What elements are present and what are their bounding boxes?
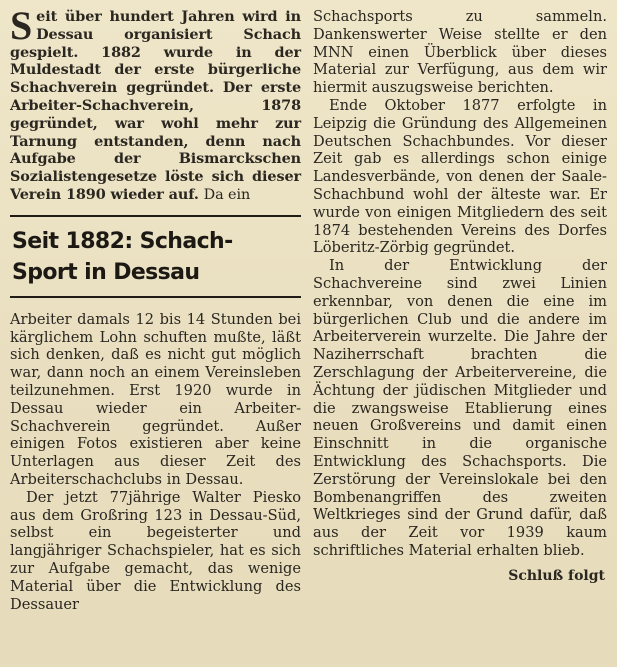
headline-rule-top: [10, 215, 301, 217]
headline-line-2: Sport in Dessau: [12, 259, 200, 285]
body-paragraph: Ende Oktober 1877 erfolgte in Leipzig die Gründung des Allgemeinen Deutschen Schachbundes. Vor dieser Zeit gab es allerdings schon einige Landesverbände, von denen der Saale-Schachbund wohl der älteste war. Er wurde von einigen Mitgliedern des seit 1874 bestehenden Vereins des Dorfes Löberitz-Zörbig gegründet.: [313, 96, 607, 257]
body-paragraph: Der jetzt 77jährige Walter Piesko aus dem Großring 123 in Dessau-Süd, selbst ein begeisterter und langjähriger Schachspieler, hat es sich zur Aufgabe gemacht, das wenige Material über die Entwicklung des Dessauer: [10, 488, 301, 613]
intro-continuation: Da ein: [203, 186, 251, 203]
body-paragraph: Schachsports zu sammeln. Dankenswerter Weise stellte er den MNN einen Überblick über dieses Material zur Verfügung, aus dem wir hiermit auszugsweise berichten.: [313, 8, 607, 97]
body-paragraph: Arbeiter damals 12 bis 14 Stunden bei kärglichem Lohn schuften mußte, läßt sich denken, daß es nicht gut möglich war, dann noch an einem Vereinsleben teilzunehmen. Erst 1920 wurde in Dessau wieder ein Arbeiter-Schachverein gegründet. Außer einigen Fotos existieren aber keine Unterlagen aus dieser Zeit des Arbeiterschachclubs in Dessau.: [10, 310, 301, 488]
intro-text: eit über hundert Jahren wird in Dessau organisiert Schach gespielt. 1882 wurde in der Muldestadt der erste bürgerliche Schachverein gegründet. Der erste Arbeiter-Schachverein, 1878 gegründet, war wohl mehr zur Tarnung entstanden, denn nach Aufgabe der Bismarckschen Sozialistengesetze löste sich dieser Verein 1890 wieder auf.: [10, 8, 301, 203]
right-column: [313, 8, 607, 584]
article-headline: [12, 226, 301, 288]
body-paragraph: In der Entwicklung der Schachvereine sind zwei Linien erkennbar, von denen die eine im bürgerlichen Club und die andere im Arbeiterverein wurzelte. Die Jahre der Naziherrschaft brachten die Zerschlagung der Arbeitervereine, die Ächtung der jüdischen Mitglieder und die zwangsweise Etablierung eines neuen Großvereins und damit einen Einschnitt in die organische Entwicklung des Schachsports. Die Zerstörung der Vereinslokale bei den Bombenangriffen des zweiten Weltkrieges sind der Grund dafür, daß aus der Zeit vor 1939 kaum schriftliches Material erhalten blieb.: [313, 257, 607, 559]
headline-rule-bottom: [10, 296, 301, 298]
continued-notice: Schluß folgt: [508, 567, 605, 584]
drop-cap: S: [10, 3, 33, 48]
headline-line-1: Seit 1882: Schach-: [12, 228, 233, 254]
left-column: [10, 3, 301, 613]
intro-paragraph: [10, 3, 301, 205]
